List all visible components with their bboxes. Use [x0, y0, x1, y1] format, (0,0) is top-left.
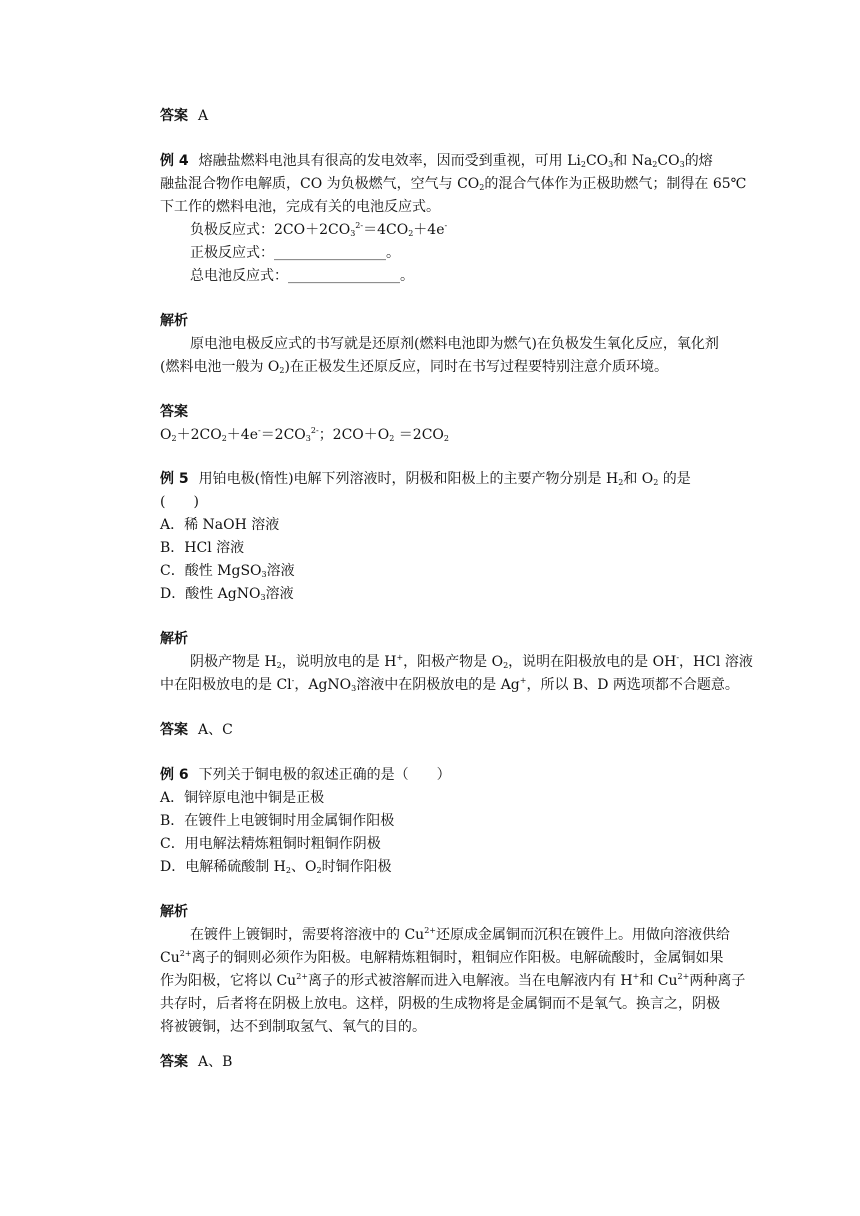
option-b: B．在镀件上电镀铜时用金属铜作阳极 — [160, 813, 395, 829]
text: 时铜作阳极 — [321, 859, 392, 875]
answer-equation — [160, 425, 449, 445]
example-4-line-2 — [160, 174, 746, 194]
subscript: 2 — [221, 434, 227, 443]
superscript: - — [444, 221, 448, 230]
example-5-line-1 — [160, 469, 691, 489]
subscript: 3 — [305, 434, 311, 443]
text: ＋4e — [413, 222, 445, 238]
subscript: 2 — [285, 866, 291, 875]
superscript: 2- — [310, 426, 319, 435]
subscript: 2 — [389, 434, 395, 443]
text: 用铂电极(惰性)电解下列溶液时，阴极和阳极上的主要产物分别是 H — [198, 471, 619, 487]
answer-label: 答案 — [160, 1054, 188, 1070]
example-label: 例 4 — [160, 153, 189, 169]
example-4-line-1 — [160, 151, 713, 171]
negative-electrode-reaction — [190, 220, 447, 240]
subscript: 2 — [479, 183, 485, 192]
analysis-line-2 — [160, 948, 724, 968]
superscript: + — [519, 676, 527, 685]
text: ，AgNO — [294, 677, 352, 693]
text: 阴极产物是 H — [190, 654, 277, 670]
answer-line — [160, 1052, 232, 1072]
text: Cu — [160, 950, 180, 966]
text: ＋2CO — [176, 427, 222, 443]
answer-line — [160, 106, 208, 126]
example-label: 例 5 — [160, 471, 189, 487]
answer-label: 答案 — [160, 404, 188, 420]
text: ，说明在阳极放电的是 OH — [508, 654, 677, 670]
text: 溶液 — [266, 563, 295, 579]
subscript: 2 — [580, 160, 586, 169]
positive-electrode-reaction: 正极反应式：________________。 — [190, 245, 400, 261]
answer-value: A、B — [198, 1054, 233, 1070]
option-a: A．铜锌原电池中铜是正极 — [160, 790, 325, 806]
subscript: 3 — [679, 160, 685, 169]
text: 下列关于铜电极的叙述正确的是（ ） — [198, 767, 451, 783]
text: ＝2CO — [260, 427, 306, 443]
answer-value: A — [198, 108, 209, 124]
text: D．酸性 AgNO — [160, 586, 261, 602]
subscript: 2 — [316, 866, 322, 875]
text: 和 O — [623, 471, 654, 487]
text: O — [160, 427, 172, 443]
option-c: C．用电解法精炼粗铜时粗铜作阴极 — [160, 836, 381, 852]
superscript: 2+ — [677, 972, 690, 981]
text: 中在阳极放电的是 Cl — [160, 677, 292, 693]
superscript: 2+ — [424, 926, 436, 935]
text: 融盐混合物作电解质，CO 为负极燃气，空气与 CO — [160, 176, 480, 192]
text: 负极反应式：2CO＋2CO — [190, 222, 351, 238]
text: 溶液中在阴极放电的是 Ag — [356, 677, 520, 693]
example-6-line-1 — [160, 765, 451, 785]
analysis-line-2 — [160, 675, 739, 695]
text: )在正极发生还原反应，同时在书写过程要特别注意介质环境。 — [284, 359, 668, 375]
subscript: 2 — [653, 478, 659, 487]
text: 溶液 — [265, 586, 294, 602]
text: ，阳极产物是 O — [403, 654, 504, 670]
superscript: - — [257, 426, 261, 435]
option-b: B．HCl 溶液 — [160, 540, 245, 556]
answer-label: 答案 — [160, 108, 188, 124]
text: ；2CO＋O — [318, 427, 390, 443]
analysis-line-3 — [160, 971, 745, 991]
text: CO — [585, 153, 609, 169]
analysis-line-5: 将被镀铜，达不到制取氢气、氧气的目的。 — [160, 1019, 426, 1035]
text: C．酸性 MgSO — [160, 563, 262, 579]
text: 熔融盐燃料电池具有很高的发电效率，因而受到重视，可用 Li — [198, 153, 581, 169]
subscript: 2 — [276, 661, 282, 670]
superscript: - — [291, 676, 295, 685]
subscript: 2 — [618, 478, 624, 487]
text: 作为阳极，它将以 Cu — [160, 973, 297, 989]
text: 和 Na — [613, 153, 653, 169]
analysis-label: 解析 — [160, 631, 188, 647]
answer-label: 答案 — [160, 722, 188, 738]
option-d — [160, 857, 392, 877]
text: 离子的铜则必须作为阳极。电解精炼粗铜时，粗铜应作阳极。电解硫酸时，金属铜如果 — [191, 950, 724, 966]
text: (燃料电池一般为 O — [160, 359, 280, 375]
subscript: 2 — [171, 434, 177, 443]
analysis-line-1 — [190, 652, 753, 672]
answer-value: A、C — [198, 722, 233, 738]
text: ＋4e — [226, 427, 258, 443]
text: 和 Cu — [639, 973, 678, 989]
text: D．电解稀硫酸制 H — [160, 859, 286, 875]
subscript: 2 — [279, 366, 285, 375]
answer-line — [160, 720, 233, 740]
text: ，说明放电的是 H — [281, 654, 397, 670]
total-reaction: 总电池反应式：________________。 — [190, 268, 414, 284]
text: ，HCl 溶液 — [679, 654, 753, 670]
example-4-line-3: 下工作的燃料电池，完成有关的电池反应式。 — [160, 199, 440, 215]
text: ＝2CO — [394, 427, 444, 443]
text: 的是 — [658, 471, 691, 487]
subscript: 3 — [608, 160, 614, 169]
example-5-line-2: ( ) — [160, 494, 199, 510]
superscript: 2- — [355, 221, 364, 230]
analysis-line-1 — [190, 925, 730, 945]
superscript: + — [632, 972, 640, 981]
analysis-label: 解析 — [160, 313, 188, 329]
text: 的熔 — [684, 153, 713, 169]
subscript: 3 — [350, 229, 356, 238]
subscript: 2 — [652, 160, 658, 169]
text: 两种离子 — [689, 973, 746, 989]
superscript: - — [676, 653, 680, 662]
option-a: A．稀 NaOH 溶液 — [160, 517, 280, 533]
analysis-line-2 — [160, 357, 668, 377]
option-c — [160, 561, 295, 581]
text: ＝4CO — [363, 222, 409, 238]
text: 在镀件上镀铜时，需要将溶液中的 Cu — [190, 927, 425, 943]
example-label: 例 6 — [160, 767, 189, 783]
option-d — [160, 584, 294, 604]
subscript: 3 — [351, 684, 357, 693]
analysis-label: 解析 — [160, 904, 188, 920]
analysis-line-4: 共存时，后者将在阴极上放电。这样，阴极的生成物将是金属铜而不是氧气。换言之，阴极 — [160, 996, 720, 1012]
text: 离子的形式被溶解而进入电解液。当在电解液内有 H — [307, 973, 633, 989]
superscript: 2+ — [179, 949, 192, 958]
text: 、O — [290, 859, 317, 875]
subscript: 3 — [260, 593, 266, 602]
text: 的混合气体作为正极助燃气；制得在 65℃ — [484, 176, 747, 192]
superscript: + — [396, 653, 404, 662]
analysis-line-1: 原电池电极反应式的书写就是还原剂(燃料电池即为燃气)在负极发生氧化反应，氧化剂 — [190, 336, 719, 352]
superscript: 2+ — [296, 972, 308, 981]
subscript: 2 — [503, 661, 509, 670]
subscript: 2 — [443, 434, 449, 443]
text: CO — [657, 153, 680, 169]
subscript: 3 — [261, 570, 267, 579]
text: ，所以 B、D 两选项都不合题意。 — [526, 677, 739, 693]
subscript: 2 — [408, 229, 414, 238]
text: 还原成金属铜而沉积在镀件上。用做向溶液供给 — [435, 927, 730, 943]
